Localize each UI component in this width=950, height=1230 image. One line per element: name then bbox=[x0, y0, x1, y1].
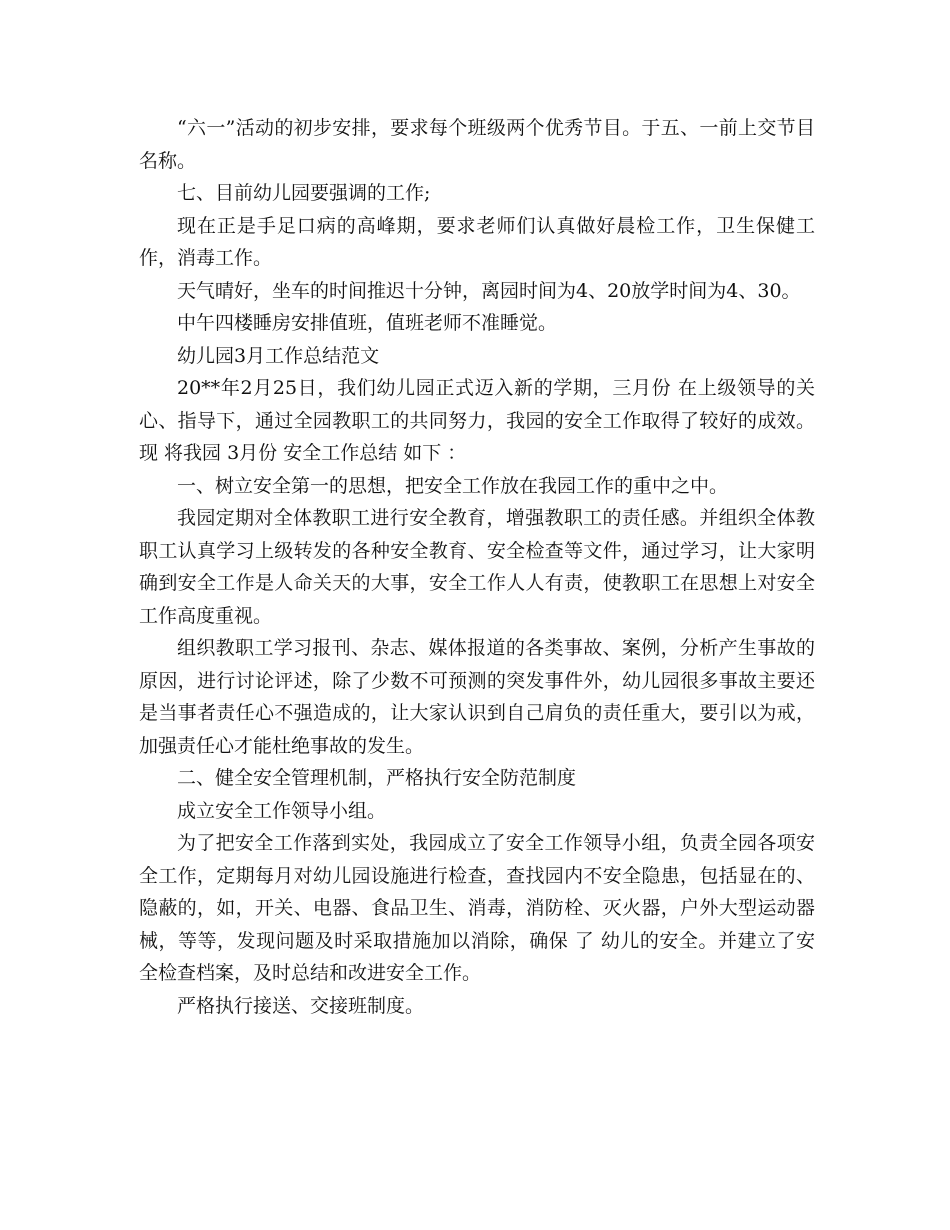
paragraph: 组织教职工学习报刊、杂志、媒体报道的各类事故、案例，分析产生事故的原因，进行讨论评述，除了少数不可预测的突发事件外，幼儿园很多事故主要还是当事者责任心不强造成的，让大家认识到自己肩负的责任重大，要引以为戒，加强责任心才能杜绝事故的发生。 bbox=[139, 637, 815, 757]
document-body bbox=[139, 112, 815, 1022]
paragraph: 中午四楼睡房安排值班，值班老师不准睡觉。 bbox=[177, 312, 558, 334]
section-heading: 一、树立安全第一的思想，把安全工作放在我园工作的重中之中。 bbox=[177, 474, 729, 497]
section-heading: 二、健全安全管理机制，严格执行安全防范制度 bbox=[177, 767, 577, 789]
paragraph: 现在正是手足口病的高峰期，要求老师们认真做好晨检工作，卫生保健工作，消毒工作。 bbox=[139, 214, 815, 269]
paragraph: 20**年2月25日，我们幼儿园正式迈入新的学期，三月份 在上级领导的关心、指导下，通过全园教职工的共同努力，我园的安全工作取得了较好的成效。现 将我园 3月份 安全工作总结 如下 ： bbox=[139, 377, 815, 464]
paragraph: “六一”活动的初步安排，要求每个班级两个优秀节目。于五、一前上交节目名称。 bbox=[139, 117, 815, 172]
subheading: 严格执行接送、交接班制度。 bbox=[177, 994, 425, 1017]
paragraph: 天气晴好，坐车的时间推迟十分钟，离园时间为4、20放学时间为4、30。 bbox=[177, 279, 801, 302]
paragraph: 我园定期对全体教职工进行安全教育，增强教职工的责任感。并组织全体教职工认真学习上级转发的各种安全教育、安全检查等文件，通过学习，让大家明确到安全工作是人命关天的大事，安全工作人人有责，使教职工在思想上对安全工作高度重视。 bbox=[139, 507, 815, 627]
document-title: 幼儿园3月工作总结范文 bbox=[177, 344, 380, 367]
section-heading: 七、目前幼儿园要强调的工作; bbox=[177, 182, 431, 204]
subheading: 成立安全工作领导小组。 bbox=[177, 799, 387, 822]
paragraph: 为了把安全工作落到实处，我园成立了安全工作领导小组，负责全园各项安全工作，定期每月对幼儿园设施进行检查，查找园内不安全隐患，包括显在的、隐蔽的，如，开关、电器、食品卫生、消毒，消防栓、灭火器，户外大型运动器械，等等，发现问题及时采取措施加以消除，确保 了 幼儿的安全。并建立了安全检查档案，及时总结和改进安全工作。 bbox=[139, 832, 815, 984]
